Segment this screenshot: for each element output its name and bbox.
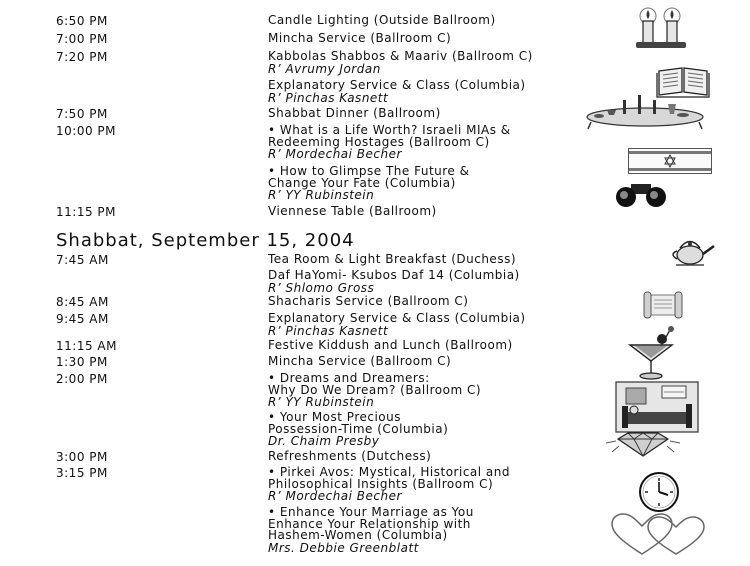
event-item [268, 296, 628, 308]
event-speaker: R’ Pinchas Kasnett [268, 90, 389, 105]
time-label: 7:50 PM [56, 107, 108, 121]
dinner-table-icon [583, 92, 708, 130]
time-label: 7:20 PM [56, 50, 108, 64]
event-item [268, 412, 628, 448]
event-item [268, 108, 628, 120]
event-speaker: R’ Mordechai Becher [268, 489, 402, 503]
sleeping-bed-icon [614, 380, 700, 434]
event-title: Festive Kiddush and Lunch (Ballroom) [268, 338, 513, 352]
event-title: Refreshments (Dutchess) [268, 449, 432, 463]
event-title: Hashem-Women (Columbia) [268, 528, 448, 542]
event-item [268, 80, 628, 104]
israeli-flag-icon [628, 148, 712, 174]
event-title: Kabbolas Shabbos & Maariv (Ballroom C) [268, 49, 533, 63]
time-label: 7:00 PM [56, 32, 108, 46]
event-item [268, 507, 628, 554]
event-item [268, 313, 628, 337]
time-label: 11:15 AM [56, 339, 117, 353]
event-speaker: R’ Mordechai Becher [268, 147, 402, 161]
event-title: • Pirkei Avos: Mystical, Historical and [268, 465, 511, 479]
event-title: Enhance Your Relationship with [268, 516, 471, 531]
event-title: Possession-Time (Columbia) [268, 421, 449, 436]
event-title: • Dreams and Dreamers: [268, 371, 430, 385]
event-speaker: R’ YY Rubinstein [268, 395, 375, 409]
event-speaker: Dr. Chaim Presby [268, 434, 380, 448]
event-title: • Your Most Precious [268, 410, 401, 424]
time-label: 10:00 PM [56, 124, 116, 138]
event-speaker: R’ Shlomo Gross [268, 280, 375, 295]
event-speaker: R’ Pinchas Kasnett [268, 323, 389, 338]
event-item [268, 340, 628, 352]
event-title: Philosophical Insights (Ballroom C) [268, 476, 494, 491]
binoculars-icon [612, 180, 670, 208]
time-label: 1:30 PM [56, 355, 108, 369]
event-speaker: Mrs. Debbie Greenblatt [268, 540, 419, 555]
event-item [268, 33, 628, 45]
event-title: Daf HaYomi- Ksubos Daf 14 (Columbia) [268, 268, 520, 282]
day-heading: Shabbat, September 15, 2004 [56, 230, 355, 251]
event-item [268, 373, 628, 409]
event-title: Change Your Fate (Columbia) [268, 175, 456, 190]
event-title: Redeeming Hostages (Ballroom C) [268, 134, 490, 149]
candles-icon [628, 4, 694, 50]
event-item [268, 270, 628, 294]
event-speaker: R’ YY Rubinstein [268, 188, 375, 202]
event-title: Candle Lighting (Outside Ballroom) [268, 13, 496, 27]
event-title: Shacharis Service (Ballroom C) [268, 294, 469, 308]
torah-scroll-icon [640, 290, 686, 320]
event-title: • What is a Life Worth? Israeli MIAs & [268, 123, 511, 137]
event-title: • How to Glimpse The Future & [268, 164, 470, 178]
teapot-icon [666, 236, 718, 266]
event-title: Mincha Service (Ballroom C) [268, 31, 452, 45]
event-title: Viennese Table (Ballroom) [268, 204, 437, 218]
event-item [268, 467, 628, 503]
time-label: 3:15 PM [56, 466, 108, 480]
event-item [268, 125, 628, 161]
time-label: 6:50 PM [56, 14, 108, 28]
event-item [268, 254, 628, 266]
event-title: Why Do We Dream? (Ballroom C) [268, 382, 482, 397]
event-item [268, 356, 628, 368]
time-label: 7:45 AM [56, 253, 109, 267]
diamond-icon [604, 430, 682, 458]
hearts-icon [606, 512, 714, 558]
event-title: Shabbat Dinner (Ballroom) [268, 106, 441, 120]
time-label: 9:45 AM [56, 312, 109, 326]
event-item [268, 15, 628, 27]
event-title: Tea Room & Light Breakfast (Duchess) [268, 252, 516, 266]
event-speaker: R’ Avrumy Jordan [268, 61, 381, 76]
time-label: 3:00 PM [56, 450, 108, 464]
event-item [268, 51, 628, 75]
event-item [268, 451, 628, 463]
event-title: Explanatory Service & Class (Columbia) [268, 311, 526, 325]
event-item [268, 166, 628, 202]
time-label: 11:15 PM [56, 205, 116, 219]
event-item [268, 206, 628, 218]
event-title: Explanatory Service & Class (Columbia) [268, 78, 526, 92]
event-title: Mincha Service (Ballroom C) [268, 354, 452, 368]
cocktail-glass-icon [625, 325, 681, 381]
time-label: 8:45 AM [56, 295, 109, 309]
time-label: 2:00 PM [56, 372, 108, 386]
event-title: • Enhance Your Marriage as You [268, 505, 474, 519]
clock-icon [630, 471, 688, 513]
